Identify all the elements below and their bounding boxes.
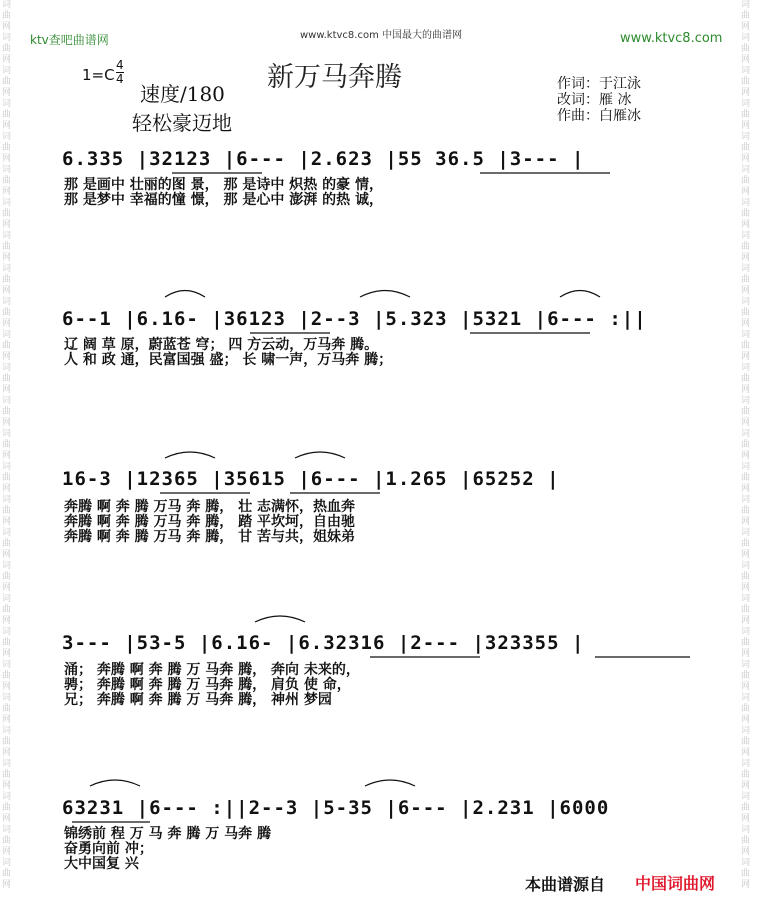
watermark-glyph: 曲 <box>741 44 751 54</box>
lyric-line: 奔腾 啊 奔 腾 万马 奔 腾， 甘 苦与共，姐妹弟 <box>64 529 355 545</box>
watermark-glyph: 词 <box>741 858 751 868</box>
watermark-glyph: 词 <box>2 132 12 142</box>
watermark-glyph: 网 <box>741 781 751 791</box>
watermark-glyph: 词 <box>2 0 12 10</box>
watermark-glyph: 曲 <box>2 539 12 549</box>
watermark-glyph: 词 <box>2 363 12 373</box>
watermark-glyph: 网 <box>741 748 751 758</box>
watermark-glyph: 网 <box>741 187 751 197</box>
watermark-glyph: 网 <box>741 583 751 593</box>
watermark-glyph: 词 <box>2 627 12 637</box>
watermark-glyph: 词 <box>741 594 751 604</box>
watermark-glyph: 词 <box>741 0 751 10</box>
watermark-glyph: 词 <box>741 495 751 505</box>
watermark-glyph: 网 <box>2 880 12 890</box>
watermark-glyph: 词 <box>2 825 12 835</box>
watermark-glyph: 词 <box>2 231 12 241</box>
watermark-glyph: 曲 <box>741 242 751 252</box>
watermark-glyph: 网 <box>2 583 12 593</box>
notation-row-3: 16-3 |12365 |35615 |6--- |1.265 |65252 | <box>62 468 560 490</box>
watermark-glyph: 曲 <box>2 308 12 318</box>
watermark-glyph: 网 <box>741 121 751 131</box>
watermark-glyph: 曲 <box>2 44 12 54</box>
watermark-glyph: 网 <box>2 385 12 395</box>
watermark-glyph: 词 <box>2 396 12 406</box>
tie-arc <box>90 780 140 786</box>
tie-arc <box>360 291 410 298</box>
watermark-glyph: 曲 <box>2 638 12 648</box>
watermark-glyph: 曲 <box>741 341 751 351</box>
watermark-glyph: 网 <box>2 715 12 725</box>
lyric-line: 那 是画中 壮丽的图 景， 那 是诗中 炽热 的豪 情， <box>64 177 383 193</box>
watermark-glyph: 曲 <box>2 473 12 483</box>
watermark-glyph: 网 <box>2 847 12 857</box>
watermark-glyph: 词 <box>2 792 12 802</box>
watermark-glyph: 曲 <box>2 704 12 714</box>
source-label: 本曲谱源自 <box>525 875 606 894</box>
watermark-glyph: 网 <box>741 418 751 428</box>
watermark-glyph: 词 <box>741 561 751 571</box>
watermark-glyph: 词 <box>741 759 751 769</box>
watermark-glyph: 网 <box>2 616 12 626</box>
watermark-glyph: 网 <box>741 550 751 560</box>
lyricist-credit: 作词：于江泳 <box>557 76 641 92</box>
watermark-glyph: 网 <box>2 484 12 494</box>
watermark-glyph: 词 <box>2 726 12 736</box>
watermark-glyph: 网 <box>741 616 751 626</box>
watermark-glyph: 网 <box>2 55 12 65</box>
watermark-glyph: 网 <box>2 814 12 824</box>
watermark-glyph: 词 <box>741 396 751 406</box>
watermark-glyph: 曲 <box>2 836 12 846</box>
watermark-glyph: 网 <box>2 187 12 197</box>
lyric-line: 兄； 奔腾 啊 奔 腾 万 马奔 腾， 神州 梦园 <box>64 692 332 708</box>
watermark-glyph: 词 <box>741 363 751 373</box>
watermark-glyph: 网 <box>741 517 751 527</box>
watermark-glyph: 网 <box>741 352 751 362</box>
notation-row-5: 63231 |6--- :||2--3 |5-35 |6--- |2.231 |6000 <box>62 797 610 819</box>
song-title: 新万马奔腾 <box>267 62 402 93</box>
watermark-glyph: 曲 <box>741 407 751 417</box>
watermark-glyph: 网 <box>2 121 12 131</box>
watermark-glyph: 词 <box>2 429 12 439</box>
lyric-line: 锦绣前 程 万 马 奔 腾 万 马奔 腾 <box>64 826 271 842</box>
notation-row-4: 3--- |53-5 |6.16- |6.32316 |2--- |323355 | <box>62 632 585 654</box>
watermark-glyph: 曲 <box>741 605 751 615</box>
watermark-glyph: 曲 <box>741 770 751 780</box>
watermark-glyph: 网 <box>741 55 751 65</box>
lyric-line: 奋勇向前 冲； <box>64 841 153 857</box>
watermark-glyph: 词 <box>2 66 12 76</box>
reviser-credit: 改词：雁 冰 <box>557 92 632 108</box>
tie-arc <box>560 291 600 298</box>
watermark-glyph: 曲 <box>2 11 12 21</box>
watermark-glyph: 词 <box>741 132 751 142</box>
watermark-glyph: 曲 <box>741 737 751 747</box>
site-name-left: ktv查吧曲谱网 <box>30 33 109 47</box>
watermark-glyph: 曲 <box>2 143 12 153</box>
tie-arc <box>165 452 215 458</box>
brand-label: 中国词曲网 <box>635 874 716 893</box>
lyric-line: 那 是梦中 幸福的憧 憬， 那 是心中 澎湃 的热 诚， <box>64 192 383 208</box>
watermark-glyph: 曲 <box>2 671 12 681</box>
watermark-glyph: 曲 <box>2 506 12 516</box>
watermark-glyph: 曲 <box>2 770 12 780</box>
watermark-glyph: 网 <box>741 319 751 329</box>
watermark-glyph: 词 <box>741 330 751 340</box>
watermark-glyph: 曲 <box>741 638 751 648</box>
watermark-glyph: 词 <box>741 429 751 439</box>
watermark-glyph: 网 <box>2 748 12 758</box>
notation-row-1: 6.335 |32123 |6--- |2.623 |55 36.5 |3--- | <box>62 148 585 170</box>
watermark-glyph: 曲 <box>741 209 751 219</box>
watermark-glyph: 曲 <box>741 704 751 714</box>
watermark-glyph: 曲 <box>2 77 12 87</box>
watermark-glyph: 曲 <box>741 473 751 483</box>
watermark-glyph: 网 <box>2 517 12 527</box>
watermark-glyph: 词 <box>741 66 751 76</box>
watermark-glyph: 曲 <box>2 275 12 285</box>
watermark-glyph: 词 <box>741 462 751 472</box>
watermark-glyph: 网 <box>2 352 12 362</box>
watermark-glyph: 曲 <box>2 803 12 813</box>
watermark-glyph: 曲 <box>741 308 751 318</box>
watermark-glyph: 曲 <box>2 242 12 252</box>
watermark-glyph: 词 <box>741 627 751 637</box>
watermark-glyph: 词 <box>2 33 12 43</box>
watermark-glyph: 词 <box>2 330 12 340</box>
watermark-glyph: 网 <box>741 649 751 659</box>
watermark-glyph: 网 <box>741 22 751 32</box>
tie-arc <box>255 616 305 622</box>
watermark-glyph: 词 <box>2 264 12 274</box>
watermark-glyph: 网 <box>741 682 751 692</box>
watermark-glyph: 网 <box>741 154 751 164</box>
watermark-glyph: 网 <box>741 847 751 857</box>
watermark-glyph: 曲 <box>741 803 751 813</box>
watermark-glyph: 网 <box>2 88 12 98</box>
watermark-glyph: 曲 <box>741 176 751 186</box>
watermark-glyph: 网 <box>741 880 751 890</box>
time-signature-top: 4 <box>116 58 124 72</box>
watermark-glyph: 曲 <box>2 110 12 120</box>
expression-marking: 轻松豪迈地 <box>132 111 232 135</box>
composer-credit: 作曲：白雁冰 <box>557 108 641 124</box>
notation-row-2: 6--1 |6.16- |36123 |2--3 |5.323 |5321 |6--- :|| <box>62 308 647 330</box>
watermark-glyph: 网 <box>2 682 12 692</box>
lyric-line: 奔腾 啊 奔 腾 万马 奔 腾， 壮 志满怀，热血奔 <box>64 499 355 515</box>
watermark-glyph: 曲 <box>741 77 751 87</box>
watermark-glyph: 网 <box>2 451 12 461</box>
tie-arc <box>295 452 345 458</box>
time-signature-bottom: 4 <box>116 72 124 86</box>
watermark-glyph: 曲 <box>2 605 12 615</box>
watermark-glyph: 曲 <box>741 869 751 879</box>
watermark-glyph: 网 <box>2 418 12 428</box>
watermark-glyph: 曲 <box>741 275 751 285</box>
watermark-glyph: 网 <box>741 253 751 263</box>
watermark-glyph: 网 <box>2 253 12 263</box>
watermark-glyph: 词 <box>741 528 751 538</box>
key-signature: 1=C <box>82 66 115 84</box>
watermark-glyph: 词 <box>2 759 12 769</box>
watermark-glyph: 词 <box>741 264 751 274</box>
lyric-line: 人 和 政 通，民富国强 盛； 长 啸一声，万马奔 腾； <box>64 352 393 368</box>
watermark-glyph: 曲 <box>741 539 751 549</box>
watermark-glyph: 曲 <box>2 209 12 219</box>
watermark-glyph: 曲 <box>741 143 751 153</box>
watermark-glyph: 曲 <box>2 440 12 450</box>
watermark-glyph: 曲 <box>741 836 751 846</box>
watermark-glyph: 网 <box>2 286 12 296</box>
watermark-glyph: 词 <box>741 726 751 736</box>
watermark-glyph: 曲 <box>2 341 12 351</box>
watermark-glyph: 词 <box>741 231 751 241</box>
watermark-glyph: 词 <box>741 165 751 175</box>
lyric-line: 骋； 奔腾 啊 奔 腾 万 马奔 腾， 肩负 使 命， <box>64 677 351 693</box>
lyric-line: 奔腾 啊 奔 腾 万马 奔 腾， 踏 平坎坷，自由驰 <box>64 514 355 530</box>
watermark-glyph: 词 <box>741 99 751 109</box>
lyric-line: 辽 阔 草 原，蔚蓝苍 穹； 四 方云动，万马奔 腾。 <box>64 337 379 353</box>
watermark-glyph: 词 <box>2 693 12 703</box>
watermark-glyph: 网 <box>2 154 12 164</box>
lyric-line: 涌； 奔腾 啊 奔 腾 万 马奔 腾， 奔向 未来的， <box>64 662 360 678</box>
watermark-glyph: 词 <box>2 462 12 472</box>
watermark-glyph: 曲 <box>741 374 751 384</box>
lyric-line: 大中国复 兴 <box>64 856 139 872</box>
watermark-glyph: 词 <box>741 297 751 307</box>
watermark-glyph: 网 <box>2 781 12 791</box>
site-url-right: www.ktvc8.com <box>620 31 723 46</box>
watermark-glyph: 词 <box>2 297 12 307</box>
watermark-glyph: 网 <box>741 286 751 296</box>
watermark-glyph: 词 <box>2 858 12 868</box>
watermark-glyph: 网 <box>2 550 12 560</box>
watermark-glyph: 词 <box>2 99 12 109</box>
watermark-glyph: 曲 <box>741 440 751 450</box>
watermark-glyph: 曲 <box>741 11 751 21</box>
watermark-glyph: 词 <box>2 594 12 604</box>
watermark-glyph: 网 <box>741 484 751 494</box>
watermark-glyph: 网 <box>741 88 751 98</box>
watermark-glyph: 词 <box>2 660 12 670</box>
watermark-glyph: 词 <box>741 693 751 703</box>
watermark-glyph: 曲 <box>741 572 751 582</box>
site-banner-center: www.ktvc8.com 中国最大的曲谱网 <box>300 30 463 41</box>
watermark-glyph: 网 <box>741 451 751 461</box>
watermark-glyph: 词 <box>741 198 751 208</box>
watermark-glyph: 曲 <box>2 374 12 384</box>
tie-arc <box>365 780 415 786</box>
watermark-glyph: 曲 <box>2 737 12 747</box>
watermark-glyph: 网 <box>2 22 12 32</box>
watermark-glyph: 词 <box>2 561 12 571</box>
watermark-glyph: 曲 <box>2 572 12 582</box>
watermark-glyph: 曲 <box>2 176 12 186</box>
watermark-glyph: 网 <box>2 649 12 659</box>
watermark-glyph: 词 <box>2 165 12 175</box>
watermark-glyph: 词 <box>741 825 751 835</box>
watermark-glyph: 曲 <box>741 506 751 516</box>
watermark-glyph: 网 <box>741 385 751 395</box>
watermark-glyph: 网 <box>2 319 12 329</box>
tempo-marking: 速度/180 <box>140 82 225 106</box>
watermark-glyph: 词 <box>741 792 751 802</box>
watermark-glyph: 曲 <box>741 110 751 120</box>
watermark-glyph: 曲 <box>2 407 12 417</box>
watermark-glyph: 网 <box>741 715 751 725</box>
watermark-glyph: 词 <box>741 33 751 43</box>
tie-arc <box>165 291 205 298</box>
watermark-glyph: 网 <box>741 220 751 230</box>
watermark-glyph: 词 <box>2 528 12 538</box>
watermark-glyph: 网 <box>2 220 12 230</box>
watermark-glyph: 词 <box>741 660 751 670</box>
watermark-glyph: 词 <box>2 495 12 505</box>
watermark-glyph: 曲 <box>2 869 12 879</box>
watermark-glyph: 词 <box>2 198 12 208</box>
watermark-glyph: 曲 <box>741 671 751 681</box>
watermark-glyph: 网 <box>741 814 751 824</box>
